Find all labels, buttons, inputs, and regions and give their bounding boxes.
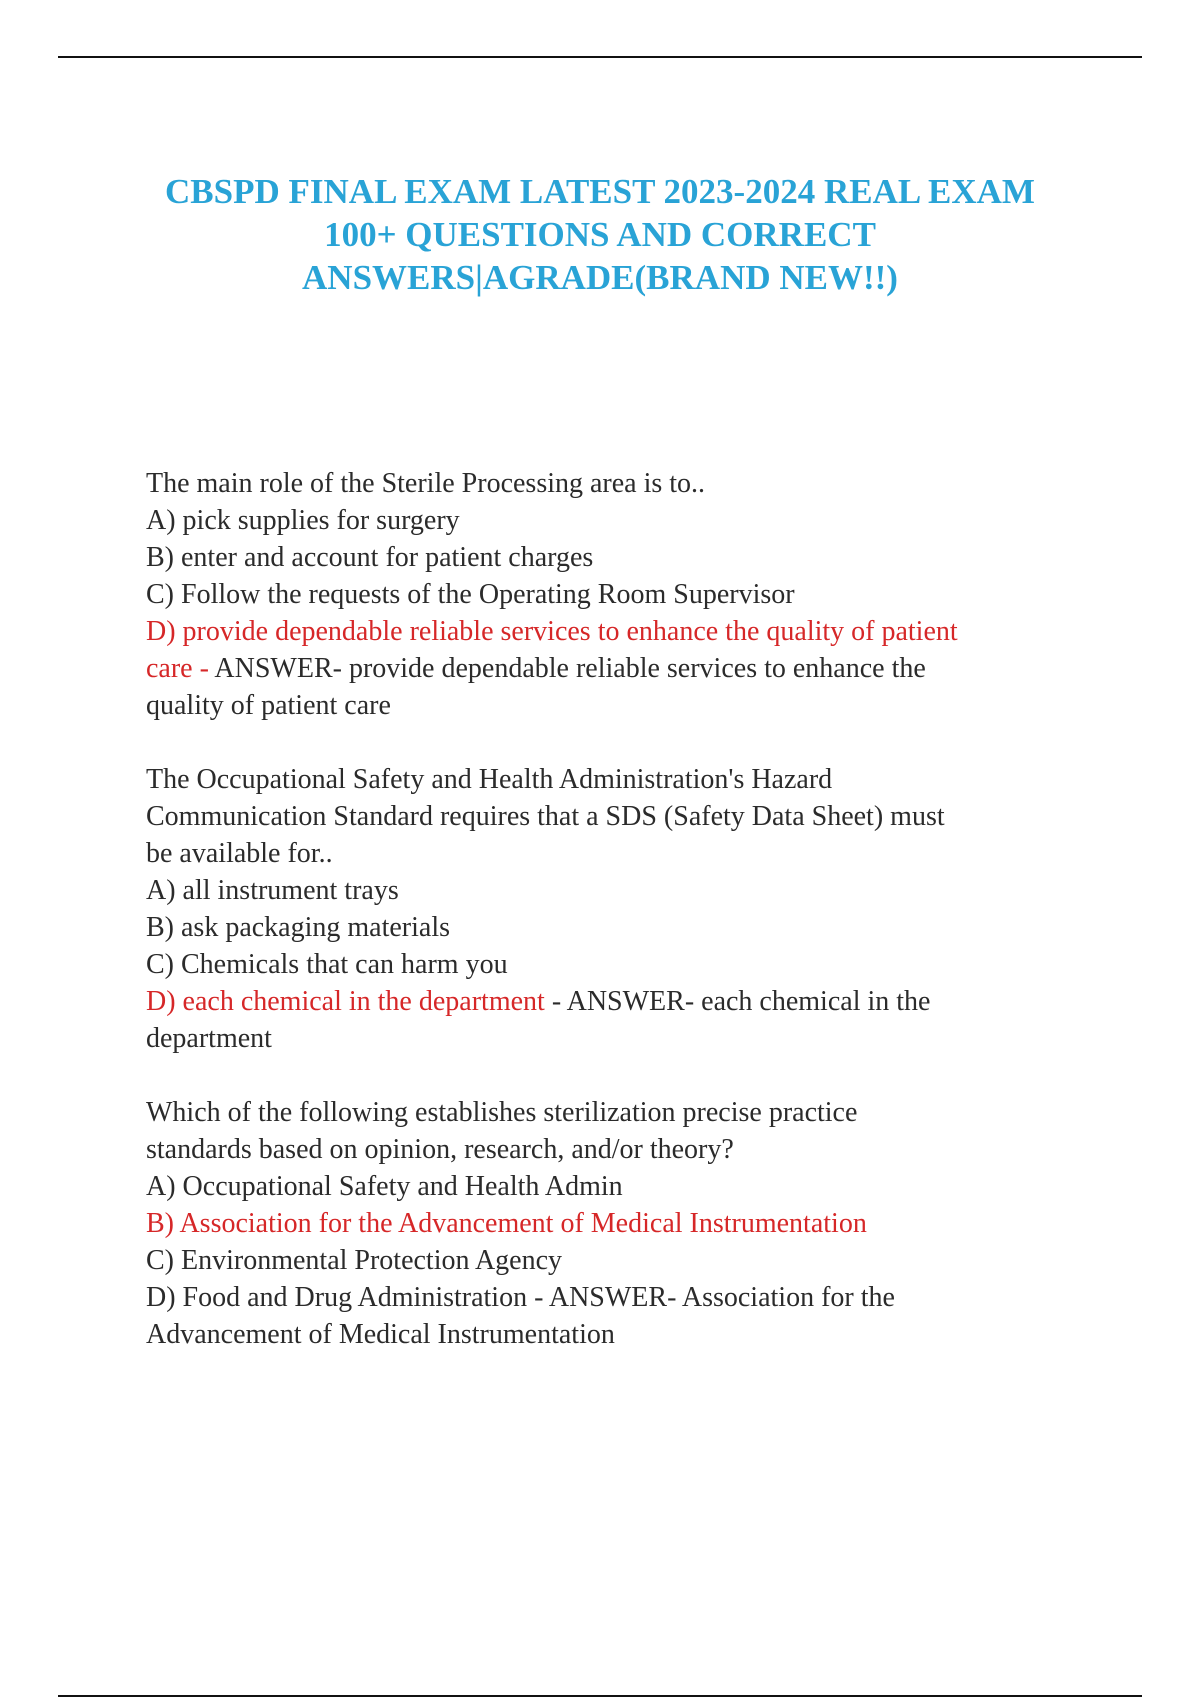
footer-rule <box>58 1695 1142 1697</box>
title-line-3: ANSWERS|AGRADE(BRAND NEW!!) <box>302 258 898 297</box>
header-rule <box>58 56 1142 58</box>
question-2-answer-text: - ANSWER- each chemical in the <box>544 986 931 1017</box>
question-1-option-a: A) pick supplies for surgery <box>146 505 460 536</box>
question-1-option-b: B) enter and account for patient charges <box>146 542 594 573</box>
question-3-stem-line-1: Which of the following establishes sterilization precise practice <box>146 1097 858 1128</box>
question-1-correct-continuation: care - <box>146 653 209 684</box>
question-1-answer-line <box>146 650 1106 687</box>
question-1-answer-text: ANSWER- provide dependable reliable services to enhance the <box>208 653 926 684</box>
question-2-answer-end: department <box>146 1023 272 1054</box>
exam-content <box>146 465 1106 1390</box>
question-2-stem-line-1: The Occupational Safety and Health Administration's Hazard <box>146 764 833 795</box>
question-1-answer-end: quality of patient care <box>146 690 391 721</box>
question-2 <box>146 761 1106 1057</box>
question-3-option-c: C) Environmental Protection Agency <box>146 1245 563 1276</box>
question-3-stem-line-2: standards based on opinion, research, and/or theory? <box>146 1134 734 1165</box>
document-title <box>100 170 1100 299</box>
question-2-option-c: C) Chemicals that can harm you <box>146 949 508 980</box>
title-line-1: CBSPD FINAL EXAM LATEST 2023-2024 REAL EXAM <box>165 172 1035 211</box>
question-1 <box>146 465 1106 724</box>
question-2-stem-line-3: be available for.. <box>146 838 333 869</box>
question-3-option-d-answer: D) Food and Drug Administration - ANSWER- Association for the <box>146 1282 895 1313</box>
question-2-answer-line <box>146 983 1106 1020</box>
question-1-stem: The main role of the Sterile Processing area is to.. <box>146 468 706 499</box>
question-1-option-c: C) Follow the requests of the Operating Room Supervisor <box>146 579 795 610</box>
question-3-option-b-correct: B) Association for the Advancement of Medical Instrumentation <box>146 1208 867 1239</box>
question-2-option-a: A) all instrument trays <box>146 875 399 906</box>
question-3-answer-end: Advancement of Medical Instrumentation <box>146 1319 615 1350</box>
question-3-option-a: A) Occupational Safety and Health Admin <box>146 1171 623 1202</box>
question-2-option-b: B) ask packaging materials <box>146 912 451 943</box>
question-1-option-d-correct: D) provide dependable reliable services to enhance the quality of patient <box>146 616 958 647</box>
question-2-stem-line-2: Communication Standard requires that a SDS (Safety Data Sheet) must <box>146 801 945 832</box>
question-2-option-d-correct: D) each chemical in the department <box>146 986 545 1017</box>
title-line-2: 100+ QUESTIONS AND CORRECT <box>324 215 876 254</box>
question-3 <box>146 1094 1106 1353</box>
